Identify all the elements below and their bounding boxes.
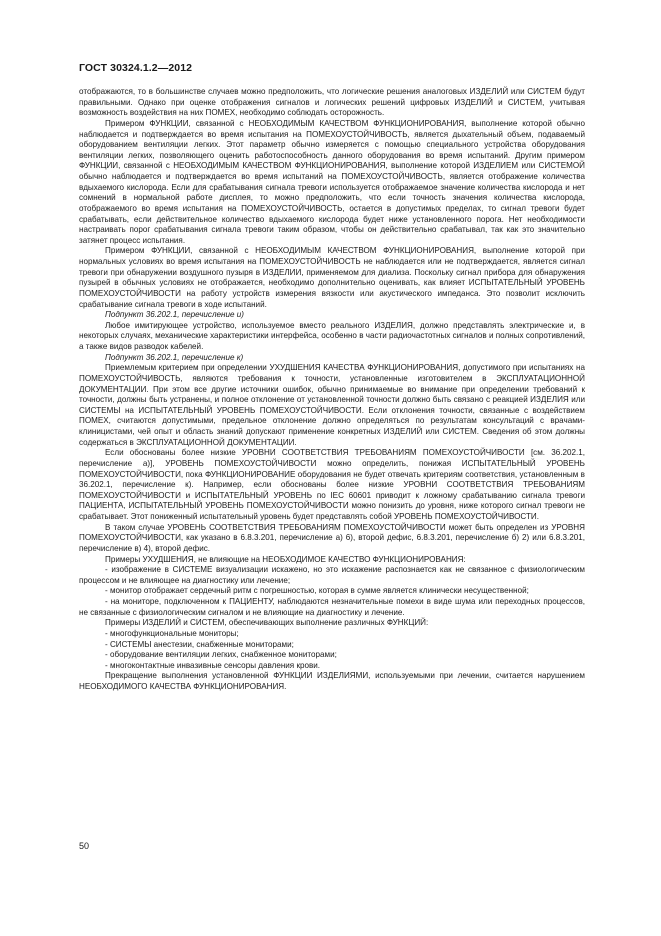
paragraph: отображаются, то в большинстве случаев можно предположить, что логические решения аналоговых ИЗДЕЛИЙ или СИСТЕМ будут правильными. Однако при оценке отображения сигналов и логических решений цифровых ИЗДЕЛИЙ и СИСТЕМ, учитывая возможность воздействия на них ПОМЕХ, необходимо соблюдать осторожность. bbox=[79, 87, 585, 118]
list-item: - оборудование вентиляции легких, снабженное мониторами; bbox=[105, 650, 337, 660]
paragraph: Примеры ИЗДЕЛИЙ и СИСТЕМ, обеспечивающих выполнение различных ФУНКЦИЙ: bbox=[105, 618, 429, 628]
paragraph: Приемлемым критерием при определении УХУДШЕНИЯ КАЧЕСТВА ФУНКЦИОНИРОВАНИЯ, допустимого при испытаниях на ПОМЕХОУСТОЙЧИВОСТЬ, являются требования к точности, установленные изготовителем в ЭКСПЛУАТАЦИОННОЙ ДОКУМЕНТАЦИИ. При этом все другие источники ошибок, обычно принимаемые во внимание при определении требований к точности, должны быть устранены, и полное отклонение от установленной точности должно быть связано с реакцией ИЗДЕЛИЯ или СИСТЕМЫ на ИСПЫТАТЕЛЬНЫЙ УРОВЕНЬ ПОМЕХОУСТОЙЧИВОСТИ. Если отклонения точности, связанные с воздействием ПОМЕХ, считаются допустимыми, предельное отклонение должно определяться по результатам консультаций с врачами-клиницистами, чей опыт и область знаний допускают применение конкретных ИЗДЕЛИЙ или СИСТЕМ. Сведения об этом должны содержаться в ЭКСПЛУАТАЦИОННОЙ ДОКУМЕНТАЦИИ. bbox=[79, 363, 585, 447]
paragraph: Примером ФУНКЦИИ, связанной с НЕОБХОДИМЫМ КАЧЕСТВОМ ФУНКЦИОНИРОВАНИЯ, выполнение которой обычно наблюдается и подтверждается во время испытания на ПОМЕХОУСТОЙЧИВОСТЬ, является дыхательный объем, подаваемый оборудованием вентиляции легких. Этот параметр обычно измеряется с помощью специального устройства оборудования вентиляции легких, позволяющего оценить работоспособность данного оборудования во время испытаний. Другим примером ФУНКЦИИ, связанной с НЕОБХОДИМЫМ КАЧЕСТВОМ ФУНКЦИОНИРОВАНИЯ, выполнение которой ИЗДЕЛИЕМ или СИСТЕМОЙ обычно наблюдается и подтверждается во время испытаний на ПОМЕХОУСТОЙЧИВОСТЬ, является отображение количества вдыхаемого кислорода. Если для срабатывания сигнала тревоги используется отображаемое значение количества кислорода и нет сомнений в нормальной работе дисплея, то можно предположить, что если точность значения количества кислорода, отображаемого во время испытания на ПОМЕХОУСТОЙЧИВОСТЬ, остается в допустимых пределах, то сигнал тревоги будет срабатывать, если действительное количество вдыхаемого кислорода будет ниже установленного порога. Нет необходимости настраивать порог срабатывания сигнала тревоги таким образом, чтобы он действительно срабатывал, так как это значительно затянет процесс испытания. bbox=[79, 118, 585, 245]
list-item: - на мониторе, подключенном к ПАЦИЕНТУ, наблюдаются незначительные помехи в виде шума или переходных процессов, не связанные с физиологическим сигналом и не влияющие на диагностику и лечение. bbox=[79, 597, 585, 617]
paragraph: Примером ФУНКЦИИ, связанной с НЕОБХОДИМЫМ КАЧЕСТВОМ ФУНКЦИОНИРОВАНИЯ, выполнение которой при нормальных условиях во время испытания на ПОМЕХОУСТОЙЧИВОСТЬ не наблюдается или не подтверждается, является сигнал тревоги при обнаружении воздушного пузыря в ИЗДЕЛИИ, применяемом для диализа. Поскольку сигнал прибора для обнаружения пузырей в обычных условиях не отображается, необходимо дополнительно оценивать, как влияет ИСПЫТАТЕЛЬНЫЙ УРОВЕНЬ ПОМЕХОУСТОЙЧИВОСТИ на работу устройств измерения вязкости или акустического импеданса. Это позволит исключить срабатывание сигнала тревоги в ходе испытаний. bbox=[79, 246, 585, 309]
paragraph: Прекращение выполнения установленной ФУНКЦИИ ИЗДЕЛИЯМИ, используемыми при лечении, считается нарушением НЕОБХОДИМОГО КАЧЕСТВА ФУНКЦИОНИРОВАНИЯ. bbox=[79, 671, 585, 691]
paragraph: Любое имитирующее устройство, используемое вместо реального ИЗДЕЛИЯ, должно представлять электрические и, в некоторых случаях, механические характеристики интерфейса, особенно в части радиочастотных сигналов и полных сопротивлений, а также видов разводок кабелей. bbox=[79, 320, 585, 351]
list-item: - изображение в СИСТЕМЕ визуализации искажено, но это искажение распознается как не связанное с физиологическим процессом и не влияющее на диагностику или лечение; bbox=[79, 565, 585, 585]
list-item: - СИСТЕМЫ анестезии, снабженные мониторами; bbox=[105, 639, 294, 649]
subclause-reference: Подпункт 36.202.1, перечисление к) bbox=[105, 352, 244, 362]
document-header: ГОСТ 30324.1.2—2012 bbox=[79, 62, 193, 74]
paragraph: Если обоснованы более низкие УРОВНИ СООТВЕТСТВИЯ ТРЕБОВАНИЯМ ПОМЕХОУСТОЙЧИВОСТИ [см. 36.202.1, перечисление а)], УРОВЕНЬ ПОМЕХОУСТОЙЧИВОСТИ можно определить, понижая ИСПЫТАТЕЛЬНЫЙ УРОВЕНЬ ПОМЕХОУСТОЙЧИВОСТИ, пока ФУНКЦИОНИРОВАНИЕ оборудования не будет отвечать критериям соответствия, установленным в 36.202.1, перечисление к). Например, если обоснованы более низкие УРОВНИ СООТВЕТСТВИЯ ТРЕБОВАНИЯМ ПОМЕХОУСТОЙЧИВОСТИ и ИСПЫТАТЕЛЬНЫЙ УРОВЕНЬ по IEC 60601 приводит к ложному срабатыванию сигнала тревоги ПАЦИЕНТА, ИСПЫТАТЕЛЬНЫЙ УРОВЕНЬ ПОМЕХОУСТОЙЧИВОСТИ можно понизить до уровня, ниже которого сигнал тревоги не срабатывает. Этот пониженный испытательный уровень будет представлять собой УРОВЕНЬ ПОМЕХОУСТОЙЧИВОСТИ. bbox=[79, 448, 585, 521]
list-item: - монитор отображает сердечный ритм с погрешностью, которая в сумме является клинически несущественной; bbox=[105, 586, 529, 596]
page-body bbox=[79, 87, 585, 693]
paragraph: Примеры УХУДШЕНИЯ, не влияющие на НЕОБХОДИМОЕ КАЧЕСТВО ФУНКЦИОНИРОВАНИЯ: bbox=[105, 554, 466, 564]
page-number: 50 bbox=[79, 841, 90, 851]
subclause-reference: Подпункт 36.202.1, перечисление и) bbox=[105, 310, 244, 320]
list-item: - многофункциональные мониторы; bbox=[105, 628, 239, 638]
paragraph: В таком случае УРОВЕНЬ СООТВЕТСТВИЯ ТРЕБОВАНИЯМ ПОМЕХОУСТОЙЧИВОСТИ может быть определен из УРОВНЯ ПОМЕХОУСТОЙЧИВОСТИ, как указано в 6.8.3.201, перечисление а) 6), второй дефис, 6.8.3.201, перечисление б) 2) или 6.8.3.201, перечисление в) 4), второй дефис. bbox=[79, 522, 585, 553]
list-item: - многоконтактные инвазивные сенсоры давления крови. bbox=[105, 660, 321, 670]
